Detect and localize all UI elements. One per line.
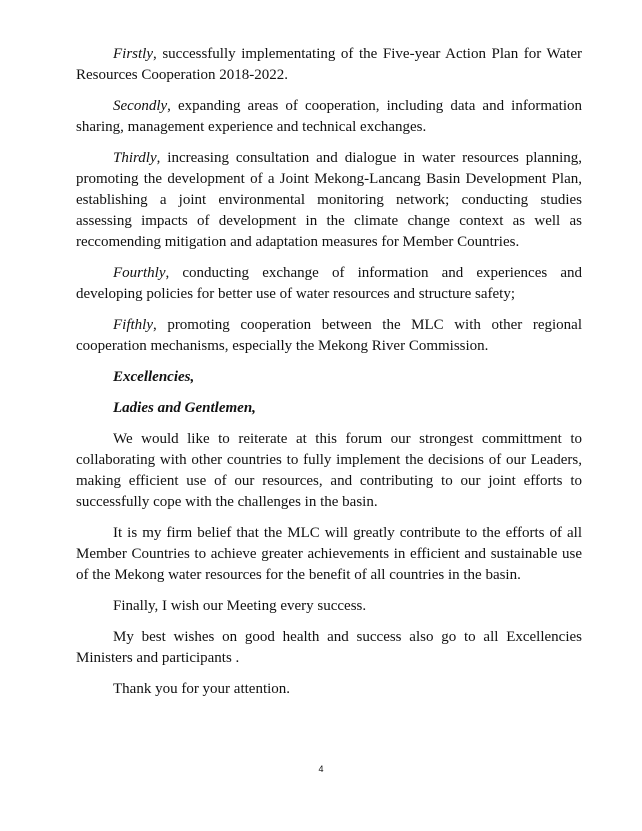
document-body bbox=[76, 44, 582, 710]
paragraph-thank-you: Thank you for your attention. bbox=[113, 681, 291, 697]
paragraph-lead: Secondly bbox=[113, 98, 168, 114]
paragraph-lead: Firstly bbox=[113, 46, 153, 62]
paragraph-firstly bbox=[76, 44, 582, 86]
paragraph-lead: Fourthly bbox=[113, 265, 166, 281]
paragraph-text: , successfully implementating of the Five-year Action Plan for Water Resources Cooperation 2018-2022. bbox=[76, 46, 582, 83]
salutation-excellencies: Excellencies, bbox=[113, 369, 195, 385]
paragraph-text: , expanding areas of cooperation, including data and information sharing, management experience and technical exchanges. bbox=[76, 98, 582, 135]
paragraph-text: , promoting cooperation between the MLC with other regional cooperation mechanisms, especially the Mekong River Commission. bbox=[76, 317, 582, 354]
paragraph-lead: Fifthly bbox=[113, 317, 153, 333]
paragraph-commitment: We would like to reiterate at this forum our strongest committment to collaborating with other countries to fully implement the decisions of our Leaders, making efficient use of our resources, and contributing to our joint efforts to successfully cope with the challenges in the basin. bbox=[76, 431, 582, 510]
paragraph-wish-success: Finally, I wish our Meeting every success. bbox=[113, 598, 367, 614]
paragraph-fifthly bbox=[76, 315, 582, 357]
salutation-ladies-gentlemen: Ladies and Gentlemen, bbox=[113, 400, 256, 416]
paragraph-belief: It is my firm belief that the MLC will greatly contribute to the efforts of all Member Countries to achieve greater achievements in efficient and sustainable use of the Mekong water resources for the benefit of all countries in the basin. bbox=[76, 525, 582, 583]
paragraph-lead: Thirdly bbox=[113, 150, 157, 166]
paragraph-thirdly bbox=[76, 148, 582, 253]
paragraph-text: , conducting exchange of information and experiences and developing policies for better use of water resources and structure safety; bbox=[76, 265, 582, 302]
paragraph-text: , increasing consultation and dialogue in water resources planning, promoting the development of a Joint Mekong-Lancang Basin Development Plan, establishing a joint environmental monitoring network; conducting studies assessing impacts of development in the climate change context as well as reccomending mitigation and adaptation measures for Member Countries. bbox=[76, 150, 582, 250]
paragraph-fourthly bbox=[76, 263, 582, 305]
paragraph-secondly bbox=[76, 96, 582, 138]
page-number: 4 bbox=[318, 764, 324, 774]
paragraph-best-wishes: My best wishes on good health and success also go to all Excellencies Ministers and participants . bbox=[76, 629, 582, 666]
